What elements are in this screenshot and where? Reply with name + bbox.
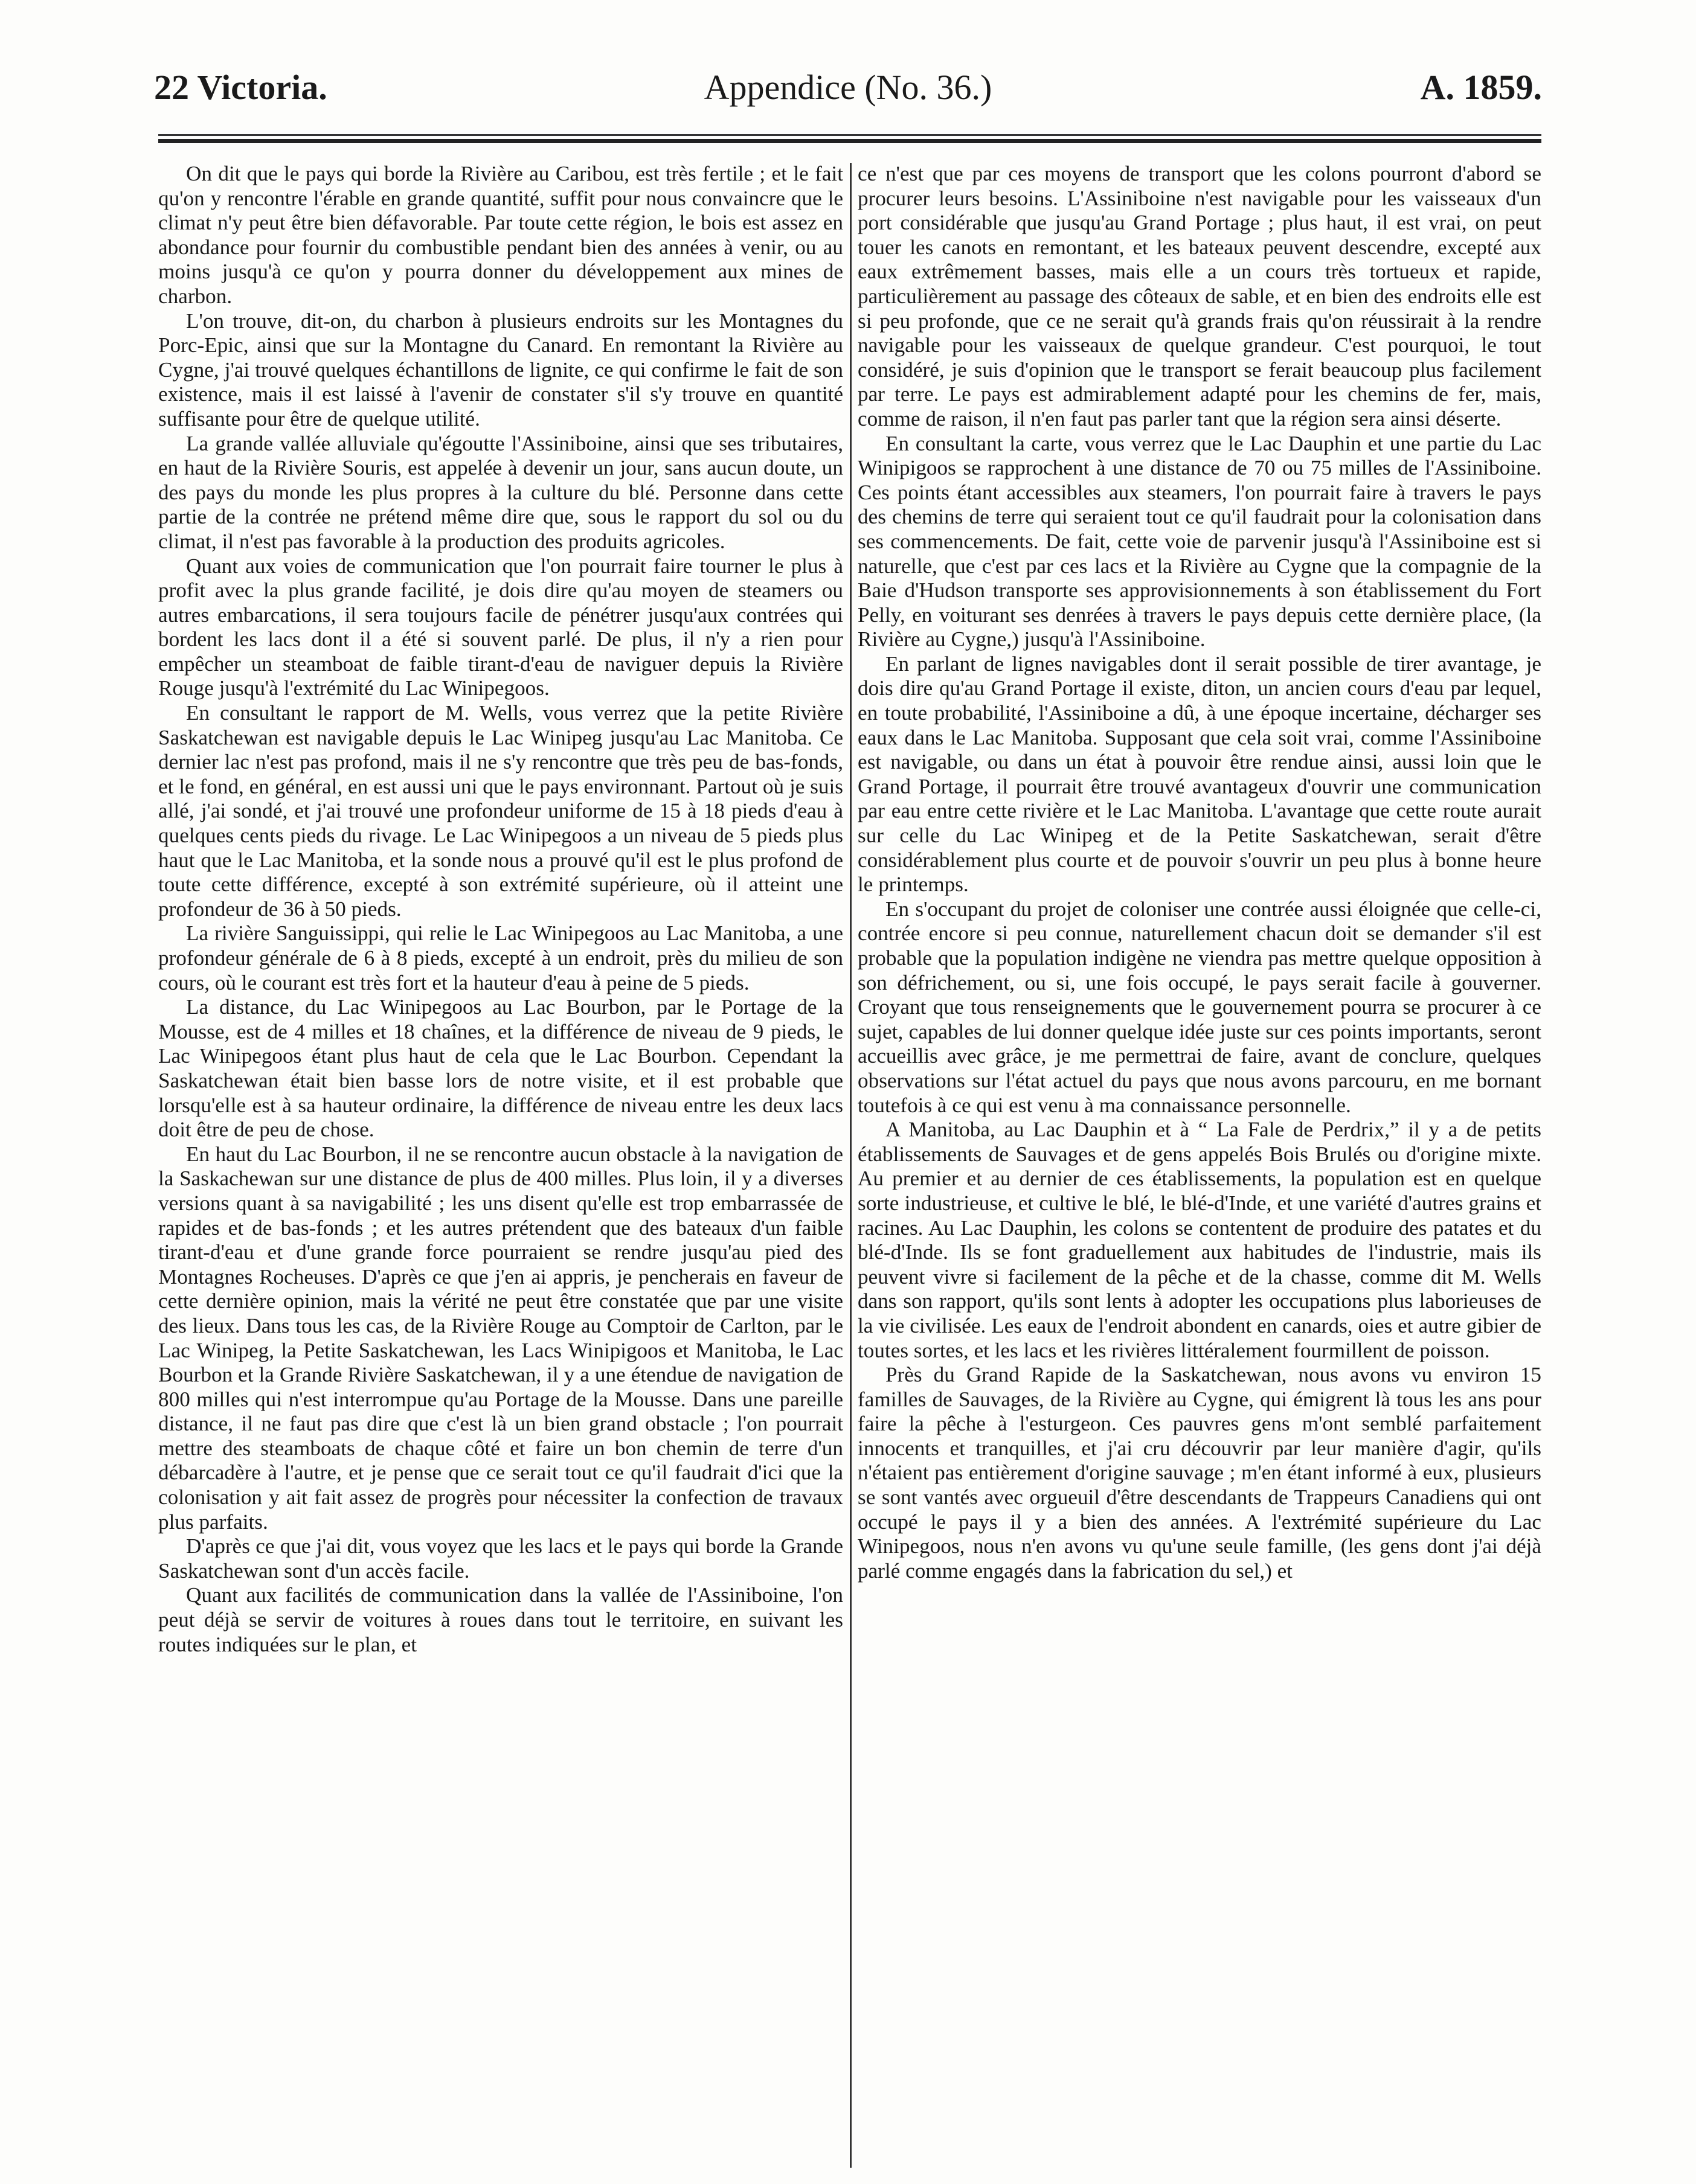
paragraph: En consultant le rapport de M. Wells, vous verrez que la petite Rivière Saskatchewan est navigable depuis le Lac Winipeg jusqu'au Lac Manitoba. Ce dernier lac n'est pas profond, mais il ne s'y rencontre que très peu de bas-fonds, et le fond, en général, en est aussi uni que le pays environnant. Partout où je suis allé, j'ai sondé, et j'ai trouvé une profondeur uniforme de 15 à 18 pieds d'eau à quelques cents pieds du rivage. Le Lac Winipegoos a un niveau de 5 pieds plus haut que le Lac Manitoba, et la sonde nous a prouvé qu'il est le plus profond de toute cette différence, excepté à son extrémité supérieure, où il atteint une profondeur de 36 à 50 pieds.: [158, 701, 843, 921]
paragraph-continued: ce n'est que par ces moyens de transport que les colons pourront d'abord se procurer leurs besoins. L'Assiniboine n'est navigable pour les vaisseaux d'un port considérable que jusqu'au Grand Portage ; plus haut, il est vrai, on peut touer les canots en remontant, et les bateaux peuvent descendre, excepté aux eaux extrêmement basses, mais elle a un cours très tortueux et rapide, particulièrement au passage des côteaux de sable, et en bien des endroits elle est si peu profonde, que ce ne serait qu'à grands frais qu'on réussirait à la rendre navigable pour les vaisseaux de quelque grandeur. C'est pourquoi, le tout considéré, je suis d'opinion que le transport se ferait beaucoup plus facilement par terre. Le pays est admirablement adapté pour les chemins de fer, mais, comme de raison, il n'en faut pas parler tant que la région sera ainsi déserte.: [858, 162, 1541, 431]
paragraph: En haut du Lac Bourbon, il ne se rencontre aucun obstacle à la navigation de la Saskachewan sur une distance de plus de 400 milles. Plus loin, il y a diverses versions quant à sa navigabilité ; les uns disent qu'elle est trop embarrassée de rapides et de bas-fonds ; et les autres prétendent que des bateaux d'un faible tirant-d'eau et d'une grande force pourraient se rendre jusqu'au pied des Montagnes Rocheuses. D'après ce que j'en ai appris, je pencherais en faveur de cette dernière opinion, mais la vérité ne peut être constatée que par une visite des lieux. Dans tous les cas, de la Rivière Rouge au Comptoir de Carlton, par le Lac Winipeg, la Petite Saskatchewan, les Lacs Winipigoos et Manitoba, le Lac Bourbon et la Grande Rivière Saskatchewan, il y a une étendue de navigation de 800 milles qui n'est interrompue qu'au Portage de la Mousse. Dans une pareille distance, il ne faut pas dire que c'est là un bien grand obstacle ; l'on pourrait mettre des steamboats de chaque côté et faire un bon chemin de terre d'un débarcadère à l'autre, et je pense que ce serait tout ce qu'il faudrait d'ici que la colonisation y ait fait assez de progrès pour nécessiter la confection de travaux plus parfaits.: [158, 1142, 843, 1534]
left-column: [158, 162, 843, 2173]
paragraph: La rivière Sanguissippi, qui relie le Lac Winipegoos au Lac Manitoba, a une profondeur générale de 6 à 8 pieds, excepté à un endroit, près du milieu de son cours, où le courant est très fort et la hauteur d'eau à peine de 5 pieds.: [158, 921, 843, 994]
paragraph: L'on trouve, dit-on, du charbon à plusieurs endroits sur les Montagnes du Porc-Epic, ainsi que sur la Montagne du Canard. En remontant la Rivière au Cygne, j'ai trouvé quelques échantillons de lignite, ce qui confirme le fait de son existence, mais il est laissé à l'avenir de constater s'il s'y trouve en quantité suffisante pour être de quelque utilité.: [158, 309, 843, 431]
right-column: [858, 162, 1541, 2173]
header-rule-thick: [158, 139, 1541, 143]
paragraph: En s'occupant du projet de coloniser une contrée aussi éloignée que celle-ci, contrée encore si peu connue, naturellement chacun doit se demander s'il est probable que la population indigène ne viendra pas mettre quelque opposition à son défrichement, ou si, une fois occupé, le pays serait facile à gouverner. Croyant que tous renseignements que le gouvernement pourra se procurer à ce sujet, capables de lui donner quelque idée juste sur ces points importants, seront accueillis avec grâce, je me permettrai de faire, avant de conclure, quelques observations sur l'état actuel du pays que nous avons parcouru, en me bornant toutefois à ce qui est venu à ma connaissance personnelle.: [858, 897, 1541, 1117]
paragraph: A Manitoba, au Lac Dauphin et à “ La Fale de Perdrix,” il y a de petits établissements de Sauvages et de gens appelés Bois Brulés ou d'origine mixte. Au premier et au dernier de ces établissements, la population est en quelque sorte industrieuse, et cultive le blé, le blé-d'Inde, et une variété d'autres grains et racines. Au Lac Dauphin, les colons se contentent de produire des patates et du blé-d'Inde. Ils se font graduellement aux habitudes de l'industrie, mais ils peuvent vivre si facilement de la pêche et de la chasse, comme dit M. Wells dans son rapport, qu'ils sont lents à adopter les occupations plus laborieuses de la vie civilisée. Les eaux de l'endroit abondent en canards, oies et autre gibier de toutes sortes, et les lacs et les rivières littéralement fourmillent de poisson.: [858, 1118, 1541, 1362]
paragraph: La distance, du Lac Winipegoos au Lac Bourbon, par le Portage de la Mousse, est de 4 milles et 18 chaînes, et la différence de niveau de 9 pieds, le Lac Winipegoos étant plus haut de cela que le Lac Bourbon. Cependant la Saskatchewan était bien basse lors de notre visite, et il est probable que lorsqu'elle est à sa hauteur ordinaire, la différence de niveau entre les deux lacs doit être de peu de chose.: [158, 995, 843, 1142]
column-divider: [850, 163, 852, 2168]
header-year: A. 1859.: [1420, 68, 1542, 107]
paragraph: En consultant la carte, vous verrez que le Lac Dauphin et une partie du Lac Winipigoos se rapprochent à une distance de 70 ou 75 milles de l'Assiniboine. Ces points étant accessibles aux steamers, l'on pourrait faire à travers le pays des chemins de terre qui seraient tout ce qu'il faudrait pour la colonisation dans ses commencements. De fait, cette voie de parvenir jusqu'à l'Assiniboine est si naturelle, que c'est par ces lacs et la Rivière au Cygne que la compagnie de la Baie d'Hudson transporte ses approvisionnements à son établissement du Fort Pelly, en voiturant ses denrées à travers le pays depuis cette dernière place, (la Rivière au Cygne,) jusqu'à l'Assiniboine.: [858, 431, 1541, 652]
running-header: [154, 63, 1542, 118]
paragraph: Près du Grand Rapide de la Saskatchewan, nous avons vu environ 15 familles de Sauvages, de la Rivière au Cygne, qui émigrent là tous les ans pour faire la pêche à l'esturgeon. Ces pauvres gens m'ont semblé parfaitement innocents et tranquilles, et j'ai cru découvrir par leur manière d'agir, qu'ils n'étaient pas entièrement d'origine sauvage ; m'en étant informé à eux, plusieurs se sont vantés avec orgueuil d'être descendants de Trappeurs Canadiens qui ont occupé le pays il y a bien des années. A l'extrémité supérieure du Lac Winipegoos, nous n'en avons vu qu'une seule famille, (les gens dont j'ai déjà parlé comme engagés dans la fabrication du sel,) et: [858, 1363, 1541, 1583]
header-title: Appendice (No. 36.): [704, 68, 992, 107]
paragraph: On dit que le pays qui borde la Rivière au Caribou, est très fertile ; et le fait qu'on y rencontre l'érable en grande quantité, suffit pour nous convaincre que le climat n'y peut être bien défavorable. Par toute cette région, le bois est assez en abondance pour fournir du combustible pendant bien des années à venir, ou au moins jusqu'à ce qu'on y pourra donner du développement aux mines de charbon.: [158, 162, 843, 308]
header-rule-thin: [158, 134, 1541, 136]
paragraph: D'après ce que j'ai dit, vous voyez que les lacs et le pays qui borde la Grande Saskatchewan sont d'un accès facile.: [158, 1534, 843, 1583]
paragraph: En parlant de lignes navigables dont il serait possible de tirer avantage, je dois dire qu'au Grand Portage il existe, diton, un ancien cours d'eau par lequel, en toute probabilité, l'Assiniboine a dû, à une époque incertaine, décharger ses eaux dans le Lac Manitoba. Supposant que cela soit vrai, comme l'Assiniboine est navigable, ou dans un état à pouvoir être rendue ainsi, aussi loin que le Grand Portage, il pourrait être trouvé avantageux d'ouvrir une communication par eau entre cette rivière et le Lac Manitoba. L'avantage que cette route aurait sur celle du Lac Winipeg et de la Petite Saskatchewan, serait d'être considérablement plus courte et de pouvoir s'ouvrir un peu plus à bonne heure le printemps.: [858, 652, 1541, 897]
paragraph: Quant aux facilités de communication dans la vallée de l'Assiniboine, l'on peut déjà se servir de voitures à roues dans tout le territoire, en suivant les routes indiquées sur le plan, et: [158, 1583, 843, 1656]
header-session: 22 Victoria.: [154, 68, 327, 107]
paragraph: La grande vallée alluviale qu'égoutte l'Assiniboine, ainsi que ses tributaires, en haut de la Rivière Souris, est appelée à devenir un jour, sans aucun doute, un des pays du monde les plus propres à la culture du blé. Personne dans cette partie de la contrée ne prétend même dire que, sous le rapport du sol ou du climat, il n'est pas favorable à la production des produits agricoles.: [158, 431, 843, 553]
paragraph: Quant aux voies de communication que l'on pourrait faire tourner le plus à profit avec la plus grande facilité, je dois dire qu'au moyen de steamers ou autres embarcations, il sera toujours facile de pénétrer jusqu'aux contrées qui bordent les lacs dont il a été si souvent parlé. De plus, il n'y a rien pour empêcher un steamboat de faible tirant-d'eau de naviguer depuis la Rivière Rouge jusqu'à l'extrémité du Lac Winipegoos.: [158, 554, 843, 700]
